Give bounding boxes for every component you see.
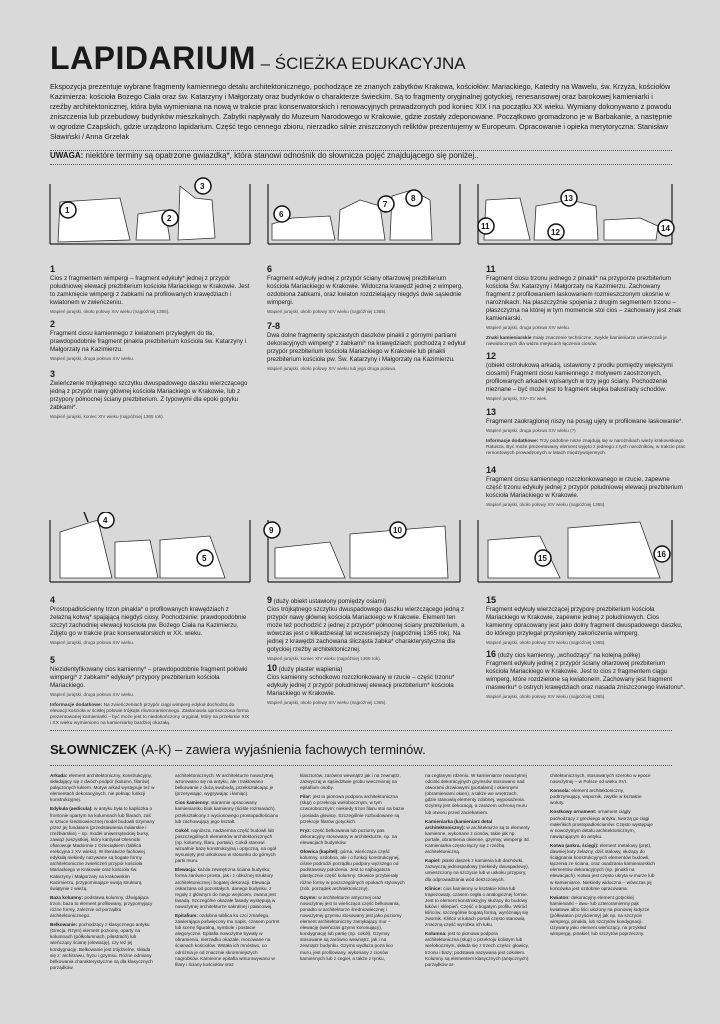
badge-2: 2 <box>167 214 172 223</box>
glossary-definition: pochodzący z klasycznego antyku (Grecja, Rzym) element poziomy, oparty na kolumnach (półkolumnach, pilastrach) lub wieńczący ścianę (elewację), czy też jej kondygnację. Belkowanie jest trójdzielne, składa się z: architrawu, fryzu i gzymsu. Różne odmiany belkowania charakterystyczne są dla klasycznych porządków <box>50 922 153 970</box>
glossary-entry <box>300 794 405 824</box>
glossary-term: Edykuła (aedicula): <box>50 806 93 812</box>
glossary-entry <box>175 828 280 865</box>
glossary-definition: jest to pionowa podpora architektoniczna (słup) o przekroju kolistym lub wielobocznym, składa się z trzech części: głowicy, trzonu i bazy; podstawa nazywana jest cokołem. Kolumny są elementem klasycznych (antycznych) porządków ar- <box>425 931 529 967</box>
entry-15: 15 Fragment edykuły wierzczącej przyporę prezbiterium kościoła Mariackiego w Krakowie, zapewne jednej z południowych. Cios kamienny opracowany jest jako dolny fragment dwuspadowego daszku, do którego przylegał przysłonięty zakończenia wimperg. Wapień jurajski, około połowy XIV wieku (najpóźniej 1365). <box>486 595 683 645</box>
glossary-term: Kolumna: <box>425 931 447 937</box>
glossary-column <box>550 773 655 940</box>
glossary-term: Kwiaton: <box>550 894 570 900</box>
badge-14: 14 <box>661 224 670 233</box>
glossary-definition: w architekturze antycznej oraz nowożytnej jest to wieńcząca część belkowania, ponadto w architekturze średniowiecznej i nowożytnej gzymsu stosowany jest jako poziomy element architektoniczny zamykający mur – elewację (wieńczas gzyms koronujący), kondygnację lub partię (np. cokół). Gzymsy stosowane są zarówno wewnątrz, jak i na zewnątrz budynku. Gzyms wydłuża poza lico muru, jest profilowany, wykonany z ciosów kamiennych lub z cegieł, a także z tynku, <box>300 894 402 961</box>
glossary-definition: najniższa, nadziemna część budowli lub poszczególnych elementów architektonicznych (np. kolumny, filaru, portalu). Cokół stanowi wizualnie bazę konstrukcyjną i optyczną, na ogół wysunięty jest uskokowo w stosunku do górnych partii muru. <box>175 827 277 864</box>
entry-16: 16 (duży cios kamienny, „wchodzący" na kolejną półkę) Fragment edykuły jednej z przypór ściany ołtarzowej prezbiterium kościoła Mariackiego w Krakowie. Jest to cios z fragmentem ciągu wimperg, które rozdzielone są kwiatonem. Zachowany jest fragment maswerku* o ostrych krawędziach oraz nasada zniszczonego kwiatonu*. Wapień jurajski, około połowy XIV wieku (najpóźniej 1365). <box>486 649 685 699</box>
glossary-column <box>425 773 530 971</box>
title-sub: – ŚCIEŻKA EDUKACYJNA <box>255 54 466 73</box>
glossary-definition: element metalowy (pręt), dawniej kuty żelazny, dziś stalowy, służący do ściągnania konstrukcyjnych elementów budowli, łączenia ze ściana, oraz osadzania kamieniarskich elementów dekoracyjnych (np. pinakli na elewacjach). Kotwa jest często ukryta w murze lub w kamieniarce. Niekiedy widoczna – wówczas jej końcówka jest ozdobnie opracowana. <box>550 842 656 891</box>
glossary-column <box>50 773 155 974</box>
badge-8: 8 <box>411 194 416 203</box>
glossary-term: Kotwa (ankra, ścięgi): <box>550 842 599 848</box>
glossary-definition: każda zewnętrzna ściana budynku; forma zarówno prosta, jak i z obłożnej struktury architektonicznej i bogatej dekoracji. Elewacja oskarżana od pozostałych, danego budynku, z reguły z głównym do niego wejściem, zwana jest fasadą. Szczególne okazałe fasady występują w nowożytnej architekturze sakralnej i pałacowej. <box>175 867 276 909</box>
glossary-term: Konsola: <box>550 788 571 794</box>
glossary-entry <box>425 886 530 929</box>
entry-1: 1 Cios z fragmentem wimpergi – fragment edykuły* jednej z przypór południowej elewacji prezbiterium kościoła Mariackiego w Krakowie. Jest to zamknięcie wimpergi z żabkami na profilowanych krawędziach i kwiatonem w zwieńczeniu. Wapień jurajski, około połowy XIV wieku (najpóźniej 1365). <box>50 264 250 314</box>
intro-text: Ekspozycja prezentuje wybrane fragmenty kamiennego detalu architektonicznego, pochodzące ze znanych zabytków Krakowa, kościołów: Mariackiego, Katedry na Wawelu, św. Krzyża, kościołów Kazimierza: kościoła Bożego Ciała oraz św. Katarzyny i Małgorzaty oraz budynków o charakterze świeckim. Są to fragmenty oryginalnej gotyckiej, renesansowej oraz barokowej kamieniarki i rzeźby architektonicznej, która była wymieniana na nową w trakcie prac konserwatorskich i renowacyjnych prowadzonych pod koniec XIX i na początku XX wieku. Wymiany dokonywano z powodu zniszczenia lub przebudowy budynków mieszkalnych. Zabytki napływały do Muzeum Narodowego w Krakowie, gdzie zostały zdeponowane. Początkowo gromadzono je w Barbakanie, a następnie w ogrodzie Czapskich, gdzie urządzono lapidarium. Część tego cennego zbioru, nierzadko silnie zniszczonych reliktów prezentujemy w Europeum. Opracowanie i opieka merytoryczna: Stanisław Sławiński / Anna Grzelak <box>50 82 673 141</box>
stone-illustrations-top <box>0 170 720 260</box>
entry-6: 6 Fragment edykuły jednej z przypór ściany ołtarzowej prezbiterium kościoła Mariackiego w Krakowie. Widoczna krawędź jednej z wimperg, ozdobiona żabkami, oraz kwiaton rozdzielający niegdyś dwie sąsiednie wimpergi. Wapień jurajski, około połowy XIV wieku (najpóźniej 1365). <box>267 264 464 314</box>
glossary-entry <box>425 931 530 968</box>
glossary-term: Fryz: <box>300 827 312 833</box>
badge-3: 3 <box>200 182 205 191</box>
glossary-entry <box>175 913 280 968</box>
glossary-term: Cokół: <box>175 827 190 833</box>
stone-illustrations-bottom <box>0 512 720 592</box>
glossary-heading: SŁOWNICZEK (A-K) – zawiera wyjaśnienia fachowych terminów. <box>50 742 426 757</box>
glossary-term: Epitafium: <box>175 912 198 918</box>
glossary-entry <box>425 819 530 856</box>
glossary-entry <box>300 828 405 846</box>
entry-12: 12 (obiekt ostrołukową arkadą, ustawiony z prodłu pomiędzy większymi ciosami) Fragment ciosu kamiennego z motywem zaostrzonych, profilowanych arkadek wpisanych w trzy jego ściany. Pochodzenie nieznane – być może jest to fragment słupka balustrady schodów. Wapień jurajski, XIV–XV wiek. <box>486 351 673 401</box>
badge-7: 7 <box>383 200 388 209</box>
entry-10: 10 (duży plaster wapienia) Cios kamienny schodkowo rozczłonkowany w rzucie – część trzonu* edykuły jednej z przypór południowej elewacji prezbiterium* kościoła Mariackiego w Krakowie. Wapień jurajski, około połowy XIV wieku (najpóźniej 1365). <box>267 663 455 705</box>
badge-4: 4 <box>103 516 108 525</box>
glossary-definition: ozdobna tablica ku czci zmarłego, zawierająca poświęcony mu napis, czasem portret lub scenę figuralną, symbole i postacie alegoryczne. Epitafia nowożytne bywały w obramieniu, nierzadko okazałe, mocowane na ścianach kościołów. Wstała ich mnóstwo, co odróżnia je od znacznie skromniejszych nagrobków. Kamienne epitafia wmurowywano w filary i ściany kościołów oraz <box>175 912 280 967</box>
title-main: LAPIDARIUM <box>50 40 256 76</box>
glossary-entry <box>550 809 655 839</box>
glossary-entry <box>300 895 405 962</box>
entry-13: 13 Fragment zaokrąglonej niszy na posąg ujęty w profilowane laskowanie*. Wapień jurajski, druga połowa XIV wieku (?) Informacje dodatkowe: Trzy podobne nisze znajdują się w narożnikach wieży krakowskiego Ratusza. Być może prezentowany element wyjęto z jednego z tych narożników, w trakcie prac remontowych prowadzonych w latach międzywojennych. <box>486 407 686 456</box>
glossary-term: Gzyms: <box>300 894 317 900</box>
entry-11: 11 Fragment ciosu trzonu jednego z pinakli* na przyporze prezbiterium kościoła Św. Katarzyny i Małgorzaty na Kazimierzu. Zachowany fragment z profilowaniem laskowaniem rozmieszczonym ukośnie w narożnikach. Na płaszczyźnie spojenia z drugim segmentem trzonu – płaszczyzna na której w tym momencie stoi cios – zachowany jest znak kamieniarski. Wapień jurajski, druga połowa XIV wieku. Znaki kamieniarskie miały znaczenie techniczne, zwykle kamieniarze umieszczali je niewidocznych dla widza miejscach łączenia ciosów. <box>486 264 682 347</box>
glossary-definition: cios kamienny w kształcie klina lub trapezowaty, czasem cegła o analogicznej formie. Jest to element konstrukcyjny służący do budowy łuków i sklepień. Część o bogatym profilu. Wśród klińców, szczególnie bogatą formą, wyróżniają się zwornik. Klińce w łukach portali często stanowią znaczną część wyrobka ich łuku. <box>425 885 529 928</box>
entry-3: 3 Zwieńczenie trójkątnego szczytku dwuspadowego daszku wierzczącego jedną z przypór nawy głównej kościoła Mariackiego w Krakowie, lub z przypory północnej ściany prezbiterium. Z typowymi dla epoki gotyku żabkami*. Wapień jurajski, koniec XIV wieku (najpóźniej 1365 rok). <box>50 369 248 419</box>
glossary-entry <box>300 849 405 892</box>
note-text: niektóre terminy są opatrzone gwiazdką*, która stanowi odnośnik do słownicza pojęć znajdującego się poniżej.. <box>83 151 479 160</box>
glossary-entry <box>550 895 655 938</box>
entry-14: 14 Fragment ciosu kamiennego rozczłonkowanego w rzucie, zapewne część trzonu edykuły jednej z przypór południowej elewacji prezbiterium kościoła Mariackiego w Krakowie. Wapień jurajski, około połowy XIV wieku (najpóźniej 1365). <box>486 465 683 507</box>
glossary-term: Elewacja: <box>175 867 197 873</box>
glossary-entry <box>550 788 655 806</box>
badge-15: 15 <box>538 554 547 563</box>
divider <box>50 164 672 165</box>
glossary-definition: dekoracyjny element gotyckiej kamieniarki – dwu- lub czteroramienny pąk kwiatowe albo liści ułożony na pionowej łodyżce (półkwiaton przyścienny) jak np. na szczycie wimpergi, pinakla, lub szczytów kondygnacji. Używany jako element wieńczący, na przykład wimpergę, pinakiel, lub szczytów poprzeczny. <box>550 894 650 937</box>
glossary-definition: architektonicznych. W architekturze nowożytnej wzorowano się na antyku, ale i traktowano belkowanie z dużą swobodą, przekształcając je (przerywając, wygrywając i łamiąc). <box>175 773 274 797</box>
glossary-entry <box>550 843 655 892</box>
page-title <box>50 40 466 77</box>
entry-2: 2 Fragment ciosu kamiennego z kwiatonem przyległym do tła, prawdopodobnie fragment pinakla prezbiterium kościoła św. Katarzyny i Małgorzaty na Kazimierzu. Wapień jurajski, druga połowa XIV wieku. <box>50 319 247 361</box>
glossary-definition: w antyku była to kapliczka o frontonie opartym na kolumnach lub filarach, zaś w sztuce średniowiecznej model budowli trzymany przez jej fundatora (przedstawienia malarskie i rzeźbiarskie) – np. model uniwersyteckiej bursy, zawiąż (wszystkiej, który kardynał Olesnicki ofiarowuje Madonnie z Dzieciątkiem (tablica erekcyjna z XV wieku). W literaturze fachowej edykułą niekiedy nazywane są bogate formy architektoniczne zwieńczeń przypór kościoła Mariackiego w Krakowie oraz kościoła św. Katarzyny i Małgorzaty na krakowskim Kazimierzu, przypominające swoją strukturą świątynie z wieżą. <box>50 806 155 891</box>
entry-5: 5 Niezidentyfikowany cios kamienny* – prawdopodobnie fragment połówki wimpergi* z żabkami* edykuły* przypory prezbiterium kościoła Mariackiego. Wapień jurajski, druga połowa XIV wieku. Informacje dodatkowe: Na zwieńczeniach przypór ciągi wimperg edykuł dochodzą do elewacji kościoła w ścisłej połowie trójkąta równoramiennego. Zastanawia uproszczona forma prezentowanej kamieniarki – być może jest to niedokończony oryginał, który na przełomie XIX i XX wieku wymieniono na kamieniarkę bardziej okazałą. <box>50 655 250 726</box>
glossary-entry <box>50 895 155 919</box>
glossary-term: Arkada: <box>50 773 68 778</box>
glossary-term: Klinice: <box>425 885 442 891</box>
divider <box>50 765 672 766</box>
badge-9: 9 <box>269 526 274 535</box>
badge-11: 11 <box>481 222 490 231</box>
glossary-term: Cios kamienny: <box>175 800 210 806</box>
photo-panel-top <box>0 170 720 260</box>
note-label: UWAGA: <box>50 151 84 160</box>
glossary-definition: chitektonicznych, stosowanych szeroko w epoce nowożytnej – w Polsce od wieku XVI. <box>550 773 651 785</box>
glossary-entry <box>175 867 280 910</box>
glossary-entry <box>425 773 530 816</box>
glossary-entry <box>175 800 280 824</box>
badge-10: 10 <box>393 526 402 535</box>
glossary-definition: na ceglanym rdzeniu. W kamieniarce nowożytnej odcinki dekoracyjnych gzymsów stosowano nad otworami drzwiowymi (portalami) i okiennymi (obramieniami okien), a także we wnętrzach, gdzie stanowią elementy zdobnej, wyposażenia. Gzymsy jest dekoracją, a zarazem ochroną muru lub otworu przed zaciekaniem. <box>425 773 527 815</box>
glossary-column <box>175 773 280 971</box>
badge-5: 5 <box>202 554 207 563</box>
entry-4: 4 Prostopadłościenny trzon pinakla* o profilowanych krawędziach z żelazną kotwą* spajającą niegdyś ciosy. Pochodzenie: prawdopodobnie szczyt zachodniej elewacji kościoła pw. Bożego Ciała na Kazimierzu. Zdjęto go w trakcie prac konserwatorskich w XX. wieku. Wapień jurajski, druga połowa XIV wieku. <box>50 595 247 645</box>
entry-7-8: 7-8 Dwa dolne fragmenty spiczastych daszków pinakli z górnymi partiami dekoracyjnych wimperg* z żabkami* na krawędziach; pochodzą z edykuł przypór prezbiterium kościoła Mariackiego w Krakowie lub pinakli prezbiterium kościoła pw. Św. Katarzyny i Małgorzaty na Kazimierzu. Wapień jurajski, około połowy XIV wieku lub jego druga połowa. <box>267 321 466 371</box>
badge-6: 6 <box>279 210 284 219</box>
glossary-term: Kostkowy ornament: <box>550 809 597 815</box>
glossary-definition: starannie opracowany kamieniarsko blok kamienny (ściśle rozmiarach), przekształcony z wyciosowego prostopadłościanu lub zachowujący jego kształt. <box>175 800 279 824</box>
glossary-definition: klasztorów, zarówno wewnątrz jak i na zewnątrz, zazwyczaj w sąsiedztwie grobu wiecznionej na epitafium osoby. <box>300 773 401 791</box>
glossary-term: Baza kolumny: <box>50 894 84 900</box>
glossary-definition: część belkowania lub poziomy pas dekoracyjny stosowany w architekturze, np. na elewacjach budynków. <box>300 827 397 845</box>
glossary-column <box>300 773 405 965</box>
glossary-entry <box>50 922 155 971</box>
badge-12: 12 <box>551 228 560 237</box>
glossary-entry <box>50 773 155 803</box>
badge-16: 16 <box>657 550 666 559</box>
glossary-definition: jest to pionowa podpora architektoniczna (słup) o przekroju wielobocznym, w tym czworobocznym; niekiedy trzon filaru stoi na bazie i posiada głowicę. Szczególnie rozbudowane są przekroje filarów gotyckich. <box>300 794 405 824</box>
glossary-term: Głowica (kapitel): <box>300 849 339 855</box>
note-line <box>50 151 675 160</box>
glossary-definition: podstawa kolumny, dźwigająca trzon; baza to element profilowany, przypomyjący różne formy, zależnie od porządku architektonicznego. <box>50 894 153 919</box>
glossary-definition: ornament ciągły pochodzący z greckiego antyku, tworzą go ciągi małeńkich prostopadłościanów. Często występuje w nowożytnym detalu architektonicznym, nawiązującym do antyku. <box>550 809 653 839</box>
glossary-term: Filar: <box>300 794 312 800</box>
badge-13: 13 <box>564 194 573 203</box>
glossary-definition: element architektoniczny, konstrukcyjny, składający się z dwóch podpór (kolumn, filarów) połączonych łukiem. Motyw arkad występuje też w elementach dekoracyjnych, nie pełniąc funkcji konstrukcyjnej. <box>50 773 155 803</box>
glossary-definition: w architekturze są to elementy kamienne, wykonane z ciosów, takie jak np. portale, obramienia okienne, gzymsy, wimpergi itd. Kamieniarka często łączy się z rzeźbą architektoniczną. <box>425 824 530 855</box>
glossary-entry <box>425 858 530 882</box>
glossary-entry <box>550 773 655 785</box>
glossary-definition: element architektoniczny, podtrzymujący, wspornik, zwykle w kształcie woluty. <box>550 788 642 806</box>
badge-1: 1 <box>65 206 70 215</box>
photo-panel-bottom <box>0 512 720 592</box>
divider <box>50 730 672 731</box>
divider <box>50 150 672 151</box>
glossary-entry <box>50 806 155 891</box>
glossary-entry <box>175 773 280 797</box>
glossary-term: Kamieniarka (kamieniarz detal architektoniczny): <box>425 818 493 830</box>
entry-9: 9 (duży obiekt ustawiony pomiędzy osiami) Cios trójkątnego szczytku dwuspadowego daszku wierzczącego jedną z przypór nawy głównej kościoła Mariackiego w Krakowie. Element ten może też pochodzić z jednej z przypór* północnej ściany prezbiterium, a wówczas jest o kilkadziesiąt lat wcześniejszy (najpóźniej 1365 rok). Na jednej z krawędzi zachowana ślicząsta żabka* charakterystyczna dla gotyckiej rzeźby architektonicznej. Wapień jurajski, koniec XIV wieku (najpóźniej 1365 rok). <box>267 595 465 661</box>
glossary-entry <box>300 773 405 791</box>
glossary-definition: górna, wieńcząca część kolumny, ozdobna, ale i o funkcji konstrukcyjnej, ciśnie podrodzi porządku podpory wyższego od podstawowy położenia. Jest to najbogatsza plastycznie część kolumny. Głowice przybierały różne formy w poszczególnych epokach stylowych (zob. porządek architektoniczny). <box>300 849 405 891</box>
glossary-definition: płaski daszek z kamienia lub dachówki, zazwyczaj jednospadowy (niekiedy dwuspadowy), umieszczony na szczycie lub w uskoku przypory, dla odprowadzania wód deszczowych. <box>425 858 529 882</box>
glossary-term: Belkowanie: <box>50 922 78 928</box>
glossary-term: Kapiel: <box>425 858 441 864</box>
